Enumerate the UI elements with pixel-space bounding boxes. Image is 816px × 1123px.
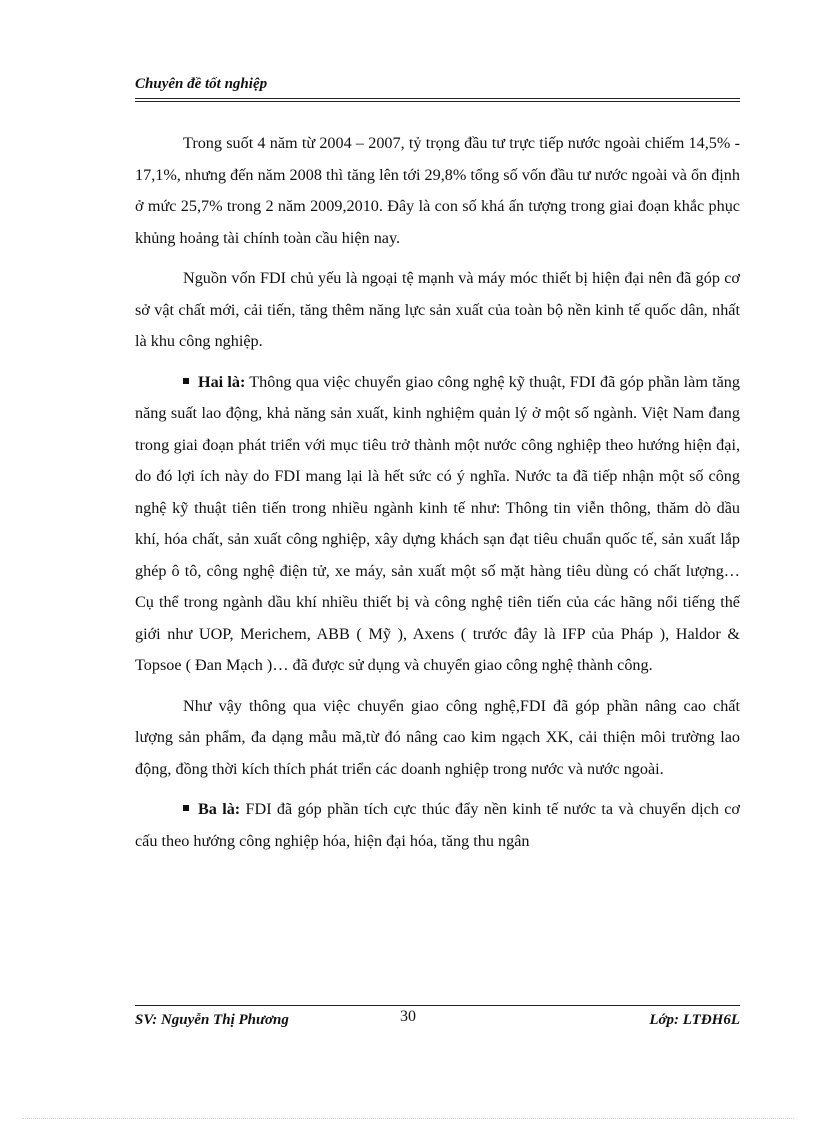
paragraph-ba-la <box>135 794 740 857</box>
bullet-square-icon <box>183 378 189 384</box>
page-dotted-border <box>22 1118 794 1119</box>
footer-rule <box>135 1005 740 1006</box>
paragraph-hai-la <box>135 367 740 682</box>
paragraph-1: Trong suốt 4 năm từ 2004 – 2007, tỷ trọng đầu tư trực tiếp nước ngoài chiếm 14,5% - 17,1%, nhưng đến năm 2008 thì tăng lên tới 29,8% tổng số vốn đầu tư nước ngoài và ổn định ở mức 25,7% trong 2 năm 2009,2010. Đây là con số khá ấn tượng trong giai đoạn khắc phục khủng hoảng tài chính toàn cầu hiện nay. <box>135 134 740 247</box>
bullet-square-icon <box>183 805 189 811</box>
paragraph-ba-la-text: FDI đã góp phần tích cực thúc đẩy nền kinh tế nước ta và chuyển dịch cơ cấu theo hướng công nghiệp hóa, hiện đại hóa, tăng thu ngân <box>135 800 740 850</box>
footer-student-name: SV: Nguyễn Thị Phương <box>135 1012 289 1028</box>
lead-label-hai-la: Hai là: <box>198 372 246 391</box>
paragraph-4: Như vậy thông qua việc chuyển giao công nghệ,FDI đã góp phần nâng cao chất lượng sản phẩm, đa dạng mẫu mã,từ đó nâng cao kim ngạch XK, cải thiện môi trường lao động, đồng thời kích thích phát triển các doanh nghiệp trong nước và nước ngoài. <box>135 696 740 778</box>
header-rule-top <box>135 98 740 99</box>
document-body <box>135 128 740 866</box>
page-number: 30 <box>400 1008 416 1025</box>
footer-class-label: Lớp: LTĐH6L <box>649 1012 740 1028</box>
paragraph-2: Nguồn vốn FDI chủ yếu là ngoại tệ mạnh và máy móc thiết bị hiện đại nên đã góp cơ sở vật chất mới, cải tiến, tăng thêm năng lực sản xuất của toàn bộ nền kinh tế quốc dân, nhất là khu công nghiệp. <box>135 269 740 350</box>
header-rule-bottom <box>135 101 740 102</box>
paragraph-hai-la-text: Thông qua việc chuyển giao công nghệ kỹ thuật, FDI đã góp phần làm tăng năng suất lao động, khả năng sản xuất, kinh nghiệm quản lý ở một số ngành. Việt Nam đang trong giai đoạn phát triển với mục tiêu trở thành một nước công nghiệp theo hướng hiện đại, do đó lợi ích này do FDI mang lại là hết sức có ý nghĩa. Nước ta đã tiếp nhận một số công nghệ kỹ thuật tiên tiến trong nhiều ngành kinh tế như: Thông tin viễn thông, thăm dò dầu khí, hóa chất, sản xuất công nghiệp, xây dựng khách sạn đạt tiêu chuẩn quốc tế, sản xuất lắp ghép ô tô, công nghệ điện tử, xe máy, sản xuất một số mặt hàng tiêu dùng có chất lượng… Cụ thể trong ngành dầu khí nhiều thiết bị và công nghệ tiên tiến của các hãng nổi tiếng thế giới như UOP, Merichem, ABB ( Mỹ ), Axens ( trước đây là IFP của Pháp ), Haldor & Topsoe ( Đan Mạch )… đã được sử dụng và chuyển giao công nghệ thành công. <box>135 372 740 674</box>
page-header-title: Chuyên đề tốt nghiệp <box>135 76 268 92</box>
lead-label-ba-la: Ba là: <box>198 800 241 818</box>
